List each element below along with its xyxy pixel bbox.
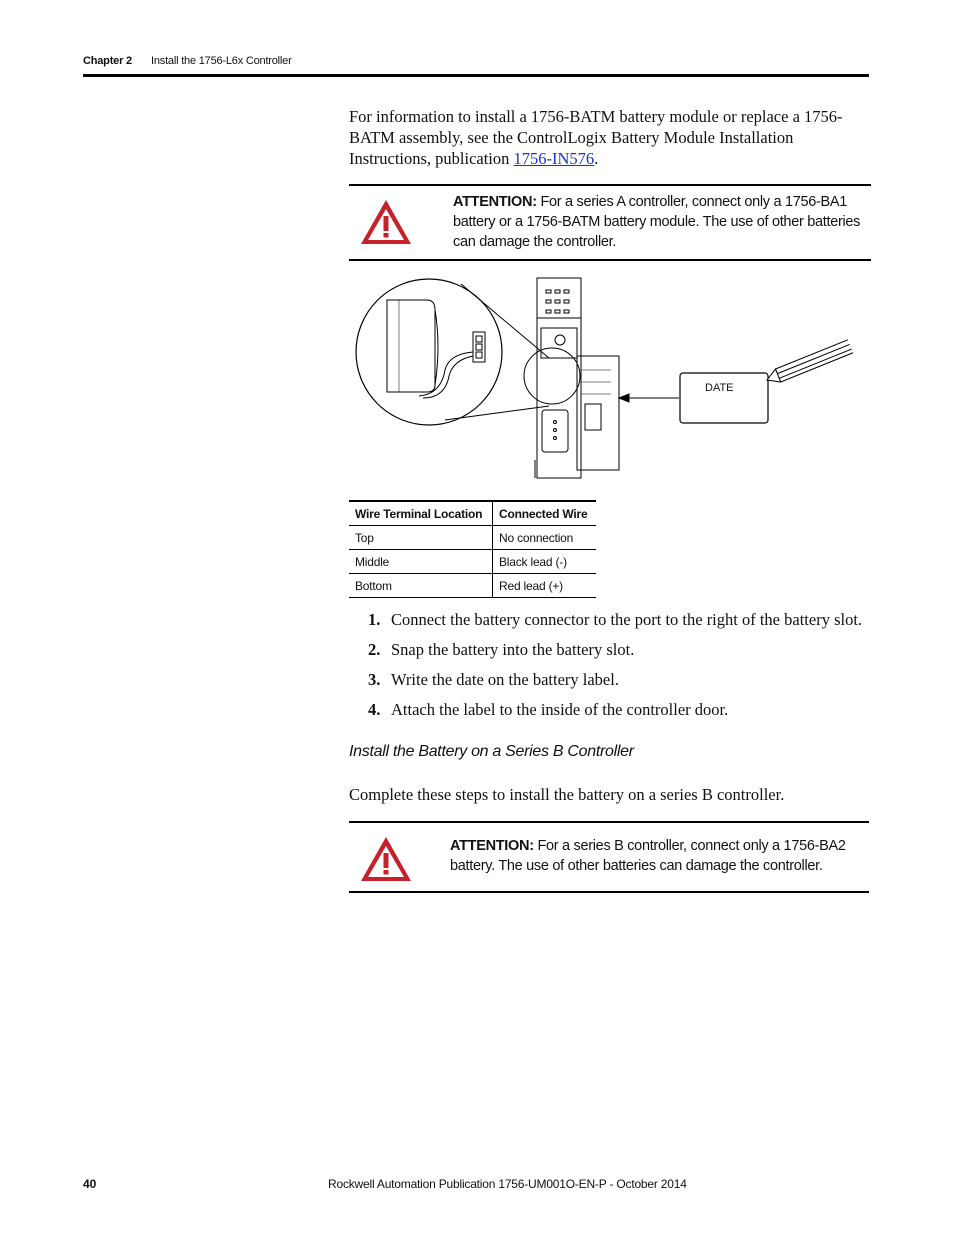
list-item [349, 610, 869, 640]
list-item [349, 700, 869, 730]
intro-after: . [594, 149, 599, 168]
step-number: 3. [368, 670, 381, 689]
table-cell: Red lead (+) [493, 574, 597, 598]
table-header-cell: Wire Terminal Location [349, 501, 493, 526]
attention-text-series-a [453, 192, 863, 252]
series-b-paragraph: Complete these steps to install the battery on a series B controller. [349, 785, 785, 804]
table-row [349, 574, 596, 598]
step-number: 1. [368, 610, 381, 629]
step-text: Snap the battery into the battery slot. [391, 640, 635, 659]
attention-box-series-b [349, 821, 869, 893]
page-header [83, 53, 869, 75]
warning-icon [358, 833, 414, 885]
header-rule [83, 74, 869, 77]
step-number: 4. [368, 700, 381, 719]
step-text: Write the date on the battery label. [391, 670, 619, 689]
intro-text: For information to install a 1756-BATM battery module or replace a 1756-BATM assembly, see the ControlLogix Battery Module Installation Instructions, publication [349, 107, 843, 168]
attention-body: For a series A controller, connect only a 1756-BA1 battery or a 1756-BATM battery module. The use of other batteries can damage the controller. [453, 194, 861, 250]
battery-installation-figure [349, 270, 869, 485]
table-cell: Middle [349, 550, 493, 574]
chapter-label: Chapter 2 [83, 55, 132, 67]
table-row [349, 526, 596, 550]
footer-publication: Rockwell Automation Publication 1756-UM001O-EN-P - October 2014 [328, 1177, 687, 1191]
step-text: Connect the battery connector to the port to the right of the battery slot. [391, 610, 863, 629]
list-item [349, 640, 869, 670]
publication-link[interactable]: 1756-IN576 [513, 149, 595, 168]
attention-box-series-a [349, 184, 871, 261]
chapter-title: Install the 1756-L6x Controller [151, 55, 292, 67]
table-header-row [349, 501, 596, 526]
table-cell: Black lead (-) [493, 550, 597, 574]
table-cell: Bottom [349, 574, 493, 598]
date-label: DATE [705, 382, 734, 394]
attention-label: ATTENTION: [453, 194, 537, 210]
battery-diagram [349, 270, 869, 485]
steps-list [349, 610, 869, 730]
attention-label: ATTENTION: [450, 838, 534, 854]
attention-text-series-b [450, 836, 860, 876]
table-row [349, 550, 596, 574]
table-cell: No connection [493, 526, 597, 550]
wire-terminal-table [349, 500, 596, 598]
attention-body: For a series B controller, connect only a 1756-BA2 battery. The use of other batteries can damage the controller. [450, 838, 846, 874]
intro-paragraph [349, 106, 869, 169]
list-item [349, 670, 869, 700]
table-cell: Top [349, 526, 493, 550]
section-subheading: Install the Battery on a Series B Controller [349, 743, 634, 760]
step-text: Attach the label to the inside of the controller door. [391, 700, 729, 719]
warning-icon [358, 196, 414, 248]
step-number: 2. [368, 640, 381, 659]
page-number: 40 [83, 1177, 97, 1191]
table-header-cell: Connected Wire [493, 501, 597, 526]
